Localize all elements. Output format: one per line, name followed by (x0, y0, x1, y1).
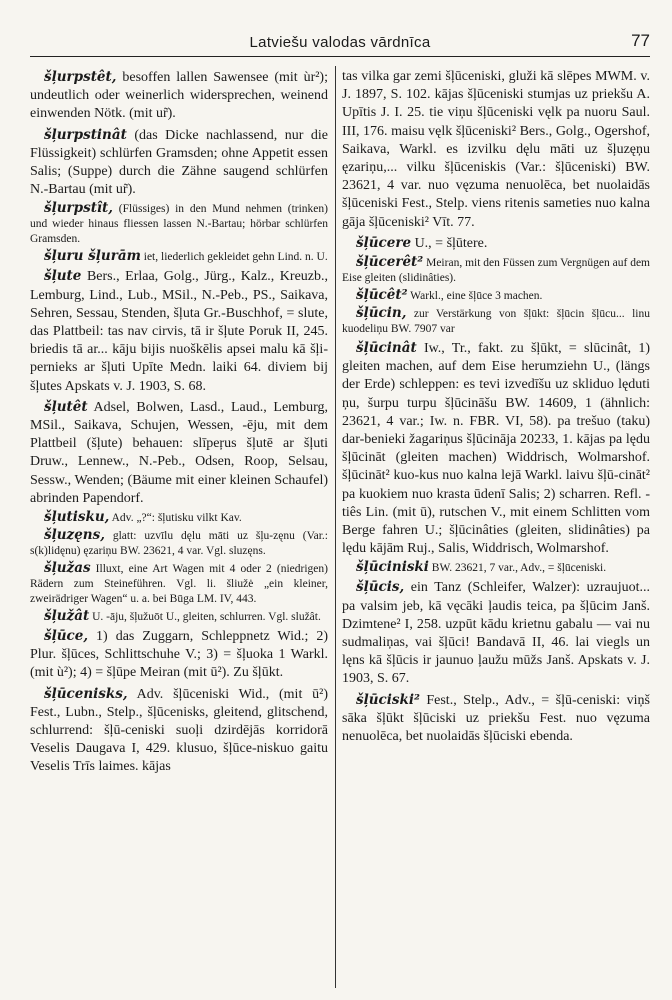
entry-headword: šļuzęns, (44, 527, 105, 544)
entry-body: Adv. „?“: šļutisku vilkt Kav. (109, 512, 242, 525)
entry-headword: šļūce, (44, 628, 89, 645)
entry-headword: šļurpstinât (44, 126, 127, 143)
entry-headword: šļute (44, 268, 82, 285)
entry-headword: šļūcenisks, (44, 685, 128, 702)
dictionary-entry (342, 560, 650, 576)
dictionary-entry (30, 561, 328, 607)
entry-headword: šļuru šļurām (44, 248, 141, 265)
entry-headword: šļūciski² (356, 691, 420, 708)
dictionary-entry (30, 398, 328, 508)
entry-body: glatt: uzvīlu dęlu māti uz šļu-zęnu (Var.: s(k)lidęnu) ęzariņu BW. 23621, 4 var. Vgl. sluzęns. (30, 530, 328, 558)
dictionary-entry (342, 288, 650, 304)
dictionary-entry (342, 691, 650, 747)
dictionary-entry (30, 126, 328, 200)
entry-headword: šļužas (44, 560, 91, 577)
entry-body: (Flüssiges) in den Mund nehmen (trinken) und wieder hinaus fliessen lassen N.-Bartau; hörbar schlürfen Gramsden. (30, 203, 328, 246)
entry-body: Fest., Stelp., Adv., = šļū-ceniski: viņš sāka šļūkt šļūciski uz priekšu Fest. nuo vęzuma nenuolēca, bet nuolaidās šļūciski ebenda. (342, 692, 650, 745)
column-divider (335, 66, 336, 988)
entry-headword: šļutisku, (44, 509, 110, 526)
entry-headword: šļūciniski (356, 559, 429, 576)
entry-body: Bers., Erlaa, Golg., Jürg., Kalz., Kreuzb., Lemburg, Lind., Lub., MSil., N.-Peb., PS., Saikava, Sehren, Sessau, Stenden, šļuta Gr.-Buschhof, = slute, das Plattbeil: tas nav cirvis, tā ir šļute Poruk II, 245. briedis tā ar... kāju bijis nuoškēlis apsei malu kā šļi-pernieks ar šļuti Upīte Medn. laiki 64. diviem bij šļutes Apskats v. J. 1903, S. 68. (30, 269, 328, 394)
right-column (342, 68, 650, 988)
dictionary-entry (30, 685, 328, 777)
page-header (30, 30, 650, 57)
dictionary-entry (342, 578, 650, 688)
dictionary-entry (342, 255, 650, 286)
entry-headword: šļūcerêt² (356, 254, 424, 271)
dictionary-entry (342, 68, 650, 232)
left-column (30, 68, 328, 988)
entry-headword: šļurpstêt, (44, 69, 117, 85)
dictionary-entry (342, 234, 650, 253)
entry-headword: šļūcêt² (356, 287, 408, 304)
dictionary-entry (342, 339, 650, 558)
entry-body: U. -āju, šļužuōt U., gleiten, schlurren. Vgl. služât. (89, 611, 321, 624)
entry-body: Illuxt, eine Art Wagen mit 4 oder 2 (niedrigen) Rädern zum Steineführen. Vgl. li. šliužė „ein kleiner, zweirädriger Wagen“ u. a. bei Būga LM. IV, 443. (30, 563, 328, 606)
entry-body: Adv. šļūceniski Wid., (mit ū²) Fest., Lubn., Stelp., šļūcenisks, gleitend, glitschend, schlurrend: šļū-ceniski suoļi dzirdējās korridorā Veselis Daugava I, 429. klusuo, šļūce-niskuo gaitu Veselis Trīs laimes. kājas (30, 686, 328, 775)
entry-body: Warkl., eine šļūce 3 machen. (407, 290, 543, 303)
entry-body: (das Dicke nachlassend, nur die Flüssigkeit) schlürfen Gramsden; ohne Appetit essen Salis; (Suppe) durch die Zähne saugend schlürfen N.-Bartau (mit ur̃). (30, 127, 328, 198)
entry-headword: šļutêt (44, 398, 88, 415)
entry-body: BW. 23621, 7 var., Adv., = šļūceniski. (428, 562, 607, 575)
entry-headword: šļužât (44, 608, 90, 625)
entry-headword: šļūcin, (356, 305, 407, 322)
dictionary-entry (30, 201, 328, 247)
dictionary-entry (30, 609, 328, 625)
dictionary-entry (30, 627, 328, 683)
entry-body: zur Verstärkung von šļūkt: šļūcin šļūcu... linu kuodeliņu BW. 7907 var (342, 308, 650, 336)
entry-headword: šļūcis, (356, 579, 405, 596)
entry-body: iet, liederlich gekleidet gehn Lind. n. U. (140, 251, 328, 264)
entry-headword: šļurpstît, (44, 200, 113, 217)
dictionary-entry (30, 510, 328, 526)
entry-body: Adsel, Bolwen, Lasd., Laud., Lemburg, MSil., Saikava, Schujen, Wessen, -ēju, mit dem Plattbeil (šļute) behauen: slīpeŗus šļutē ar šļuti Druw., Lennew., N.-Peb., Odsen, Roop, Selsau, Sessw., Wenden; (Bäume mit einer kleinen Schaufel) abrinden Papendorf. (30, 399, 328, 506)
entry-body: besoffen lallen Sawensee (mit ùr²); undeutlich oder weinerlich widersprechen, weinend einwenden Nötk. (mit ur̃). (30, 70, 328, 122)
dictionary-entry (342, 306, 650, 337)
dictionary-entry (30, 249, 328, 265)
entry-body: U., = šļūtere. (411, 235, 488, 251)
entry-body: ein Tanz (Schleifer, Walzer): uzraujuot... pa valsim jeb, kā vęcāki ļaudis teica, pa šļūcim Janš. Dzimtene² I, 258. uzpūt kādu krietnu gabalu — vai nu sudmaliņas, vai šļūci! Bandavā II, 46. lai viegls un lęns kā šļūcis ir jaunuo ļaužu mūžs Janš. Apskats v. J. 1903, S. 67. (342, 580, 650, 687)
page-number: 77 (631, 31, 650, 50)
running-title: Latviešu valodas vārdnīca (249, 34, 431, 51)
entry-body: Iw., Tr., fakt. zu šļūkt, = slūcinât, 1) gleiten machen, auf dem Eise herumziehn U., (längs der Erde) schleppen: es tevi izvedīšu uz skliduo lęduti ņu, šurpu turpu šļūcināšu BW. 14609, 1 (ähnlich: 23621, 4 var.; Iw. n. FBR. VI, 58). pa trešuo (taku) dar-benieki žagariņus šļūcināja 20233, 1. kājas pa lędu šļūcināt (gleiten machen) Widdrisch, Wolmarshof. šļūcināt² kuo-kus nuo kalna lejā Warkl. laivu šļū-cināt² pa kuokiem nuo krasta ūdenī Salis; 2) scharren. Refl. -tiês Lin. (mit ū), rutschen V., mit einem Schlitten vom Berge fahren U.; šļūcinâties (gleiten, slidinâties) pa lędu kājām Ruj., Salis, Widdrisch, Wolmarshof. (342, 341, 650, 557)
entry-body: tas vilka gar zemi šļūceniski, gluži kā slēpes MWM. v. J. 1897, S. 102. kājas šļūceniski stumjas uz priekšu A. Upītis J. I. 25. tie viņu šļūceniski vęlk pa nuoru Saul. III, 176. maisu vęlk šļūceniski² Bers., Golg., Ogershof, Saikava, Warkl. es izvilku dęlu māti uz šļuzęņu ęzariņu,... vilku šļūceniskis (Var.: šļūceniski) BW. 23621, 4 var. nuo vęzuma nenuolēca, bet nuolaidās šļūceniski Fest., Stelp. viens ritenis sameties nuo kalna gāja šļūceniski² Vīt. 77. (342, 69, 650, 230)
dictionary-entry (30, 68, 328, 124)
entry-headword: šļūcere (356, 234, 412, 251)
entry-body: Meiran, mit den Füssen zum Vergnügen auf dem Eise gleiten (slidinâties). (342, 257, 650, 285)
entry-body: 1) das Zuggarn, Schleppnetz Wid.; 2) Plur. šļūces, Schlittschuhe V.; 3) = šļuoka 1 Warkl. (mit ù²); 4) = šļūpe Meiran (mit ū²). Zu šļūkt. (30, 629, 328, 681)
entry-headword: šļūcinât (356, 340, 417, 357)
dictionary-entry (30, 528, 328, 559)
dictionary-entry (30, 267, 328, 395)
